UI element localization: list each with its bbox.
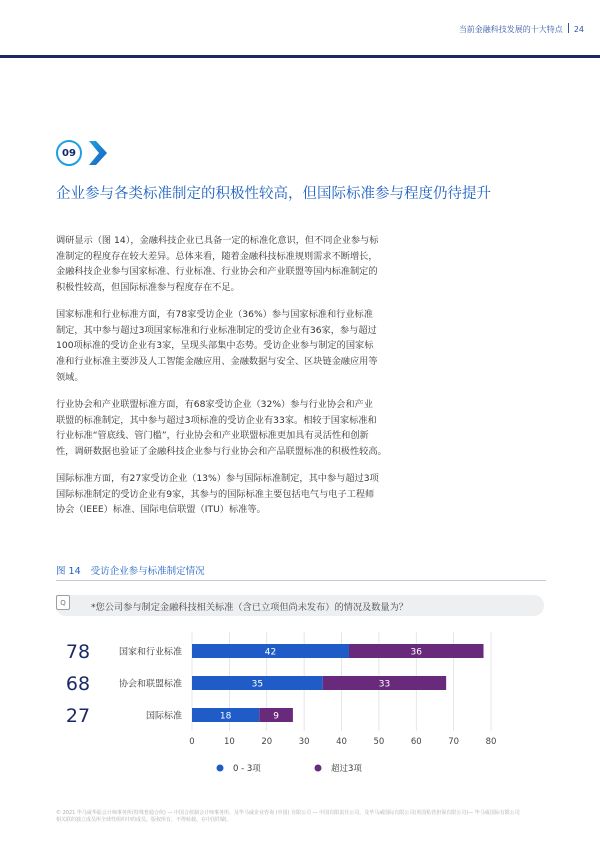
text-line: 国际标准制定的受访企业有9家，其参与的国际标准主要包括电气与电子工程师 [56,488,375,500]
question-text: *您公司参与制定金融科技相关标准（含已立项但尚未发布）的情况及数量为？ [91,602,408,613]
x-tick-label: 20 [261,737,273,747]
text-line: 领域。 [56,371,84,383]
paragraph-national-standards [56,307,486,386]
footer-line: 相关联的独立成员所全球性组织中的成员。版权所有，不得转载。在中国印刷。 [56,817,232,823]
row-total: 27 [65,705,91,727]
row-total: 78 [65,641,91,663]
row-total: 68 [65,673,91,695]
text-line: 准和行业标准主要涉及人工智能金融应用、金融数据与安全、区块链金融应用等 [56,356,378,368]
page-number: 24 [573,25,584,34]
chevron-right-icon [87,140,109,166]
x-tick-label: 10 [223,737,235,747]
running-header [459,23,584,35]
header-rule [0,55,600,58]
paragraph-international-standards [56,471,486,518]
category-label: 国家和行业标准 [118,647,182,658]
question-icon: Q [56,595,70,610]
legend-marker [315,765,322,772]
section-number: 09 [62,147,76,159]
x-tick-label: 70 [448,737,460,747]
bar-value-label: 33 [378,679,391,690]
text-line: 国家标准和行业标准方面，有78家受访企业（36%）参与国家标准和行业标准 [56,309,373,320]
bar-value-label: 9 [273,711,279,722]
figure-title: 受访企业参与标准制定情况 [90,566,205,577]
section-number-badge [56,140,82,166]
footer-line: © 2021 毕马威华振会计师事务所(特殊普通合伙) — 中国合伙制会计师事务所，及毕马威企业咨询 (中国) 有限公司 — 中国有限责任公司，及毕马威国际有限公司(英国私营担保有限公司)— 毕马威国际有限公司 [56,810,520,816]
x-tick-label: 0 [189,737,195,747]
section-title: 企业参与各类标准制定的积极性较高，但国际标准参与程度仍待提升 [56,186,491,202]
bar-value-label: 42 [264,647,277,658]
text-line: 准制定的程度存在较大差异。总体来看，随着金融科技标准规则需求不断增长， [56,250,378,262]
header-divider [568,23,569,33]
figure-number: 图 14 [56,566,81,577]
standards-participation-chart [0,620,600,790]
running-header-title: 当前金融科技发展的十大特点 [458,25,563,34]
bar-value-label: 35 [251,679,264,690]
bar-value-label: 18 [219,711,232,722]
text-line: 国际标准方面，有27家受访企业（13%）参与国际标准制定，其中参与超过3项 [56,473,379,484]
paragraph-association-standards [56,397,486,460]
page-footer [56,810,556,824]
text-line: 联盟的标准制定，其中参与超过3项标准的受访企业有33家。相较于国家标准和 [56,414,377,426]
figure-caption [56,563,205,577]
text-line: 100项标准的受访企业有3家，呈现头部集中态势。受访企业参与制定的国家标 [56,340,374,352]
x-tick-label: 30 [298,737,310,747]
text-line: 行业标准“管底线、管门槛”，行业协会和产业联盟标准更加具有灵活性和创新 [56,430,369,442]
bar-value-label: 36 [410,647,422,658]
text-line: 性，调研数据也验证了金融科技企业参与行业协会和产品联盟标准的积极性较高。 [56,446,387,458]
page-header [0,0,600,62]
text-line: 积极性较高，但国际标准参与程度存在不足。 [56,282,240,294]
category-label: 国际标准 [145,711,182,722]
text-line: 行业协会和产业联盟标准方面，有68家受访企业（32%）参与行业协会和产业 [56,399,373,410]
category-label: 协会和联盟标准 [118,679,182,690]
x-tick-label: 60 [410,737,422,747]
text-line: 调研显示（图 14），金融科技企业已具备一定的标准化意识，但不同企业参与标 [56,235,379,246]
survey-question [56,595,544,616]
text-line: 金融科技企业参与国家标准、行业标准、行业协会和产业联盟等国内标准制定的 [56,266,378,278]
x-tick-label: 50 [373,737,385,747]
x-tick-label: 40 [336,737,347,747]
paragraph-overview [56,233,486,296]
figure-rule [56,580,546,581]
text-line: 制定，其中参与超过3项国家标准和行业标准制定的受访企业有36家，参与超过 [56,324,377,336]
x-tick-label: 80 [485,737,497,747]
legend-label: 0 - 3项 [233,764,261,774]
legend-label: 超过3项 [331,764,362,774]
text-line: 协会（IEEE）标准、国际电信联盟（ITU）标准等。 [56,504,266,516]
legend-marker [217,765,224,772]
